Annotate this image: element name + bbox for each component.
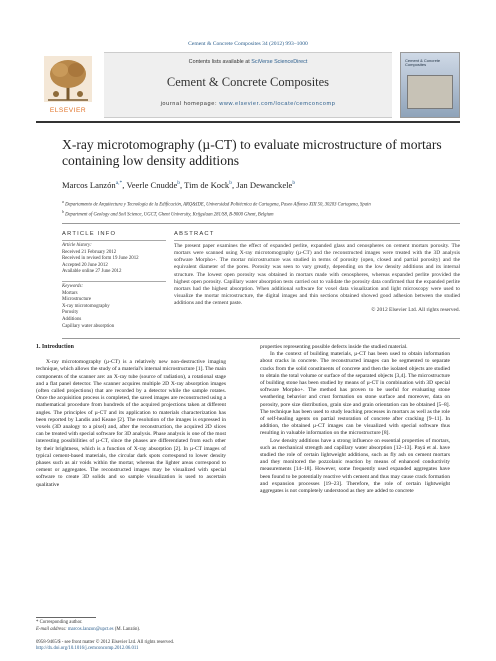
keyword-item: Microstructure bbox=[62, 297, 92, 303]
copyright-notice: © 2012 Elsevier Ltd. All rights reserved. bbox=[371, 307, 460, 314]
header-divider bbox=[62, 223, 460, 224]
corresponding-author-note: * Corresponding author. bbox=[36, 620, 83, 625]
author-affiliation-marker[interactable]: b bbox=[229, 180, 232, 187]
accepted-date: Accepted 20 June 2012 bbox=[62, 262, 108, 268]
contents-line bbox=[104, 59, 392, 65]
homepage-link[interactable]: www.elsevier.com/locate/cemconcomp bbox=[219, 101, 336, 107]
left-body-column bbox=[36, 344, 226, 489]
affiliation-item bbox=[62, 209, 452, 219]
keyword-item: Additions bbox=[62, 316, 82, 322]
right-body-column bbox=[260, 344, 450, 495]
abstract-section bbox=[174, 231, 460, 315]
author-separator: , bbox=[180, 180, 185, 190]
online-date: Available online 27 June 2012 bbox=[62, 269, 122, 275]
paper-title: X-ray microtomography (µ-CT) to evaluate microstructure of mortars containing low density additions bbox=[62, 137, 442, 168]
journal-reference: Cement & Concrete Composites 34 (2012) 993–1000 bbox=[188, 41, 308, 47]
body-paragraph: In the context of building materials, µ-CT has been used to obtain information about cracks in concrete. The reconstructed images can be segmented to separate cracks from the solid constituents of concrete and then the isolated objects are studied to obtain the total volume or surface of the separated objects [3,4]. The microstructure of building stone has been studied by means of µ-CT in combination with 3D special software Morpho+. The method has proven to be useful for evaluating stone weathering behavior and crust formation on stone surface and moreover, data on porosity, pore size distribution, grain size and grain orientation can be obtained [5–8]. The technique has been used to study leaching processes in mortars as well as the role of self-healing agents on partial restoration of concrete after cracking [9–11]. In addition, the obtained µ-CT images can be visualized with special software thus resulting in valuable information on the microstructure [8]. bbox=[260, 351, 450, 437]
email-line bbox=[36, 627, 236, 634]
email-link[interactable]: marcos.lanzon@upct.es bbox=[67, 626, 114, 632]
contents-prefix: Contents lists available at bbox=[188, 59, 252, 65]
journal-masthead bbox=[36, 52, 460, 118]
body-paragraph: properties representing possible defects inside the studied material. bbox=[260, 344, 408, 350]
homepage-prefix: journal homepage: bbox=[160, 101, 220, 107]
revised-date: Received in revised form 19 June 2012 bbox=[62, 256, 139, 262]
author-separator: , bbox=[122, 180, 127, 190]
author-affiliation-marker[interactable]: b bbox=[292, 180, 296, 187]
body-paragraph: Low density additions have a strong influence on essential properties of mortars, such as mechanical strength and capillary water absorption [12–13]. Payá et al. have studied the role of certain lightweight additions, such as fly ash on cement mortars and they monitored the pozzolanic reaction by means of enhanced conductivity measurements [14–18]. However, some frequently used expanded aggregates have been found to be potentially reactive with cement and thus may cause crack formation and expansion processes [19–23]. Therefore, the role of certain lightweight aggregates is not completely understood as they are added to concrete bbox=[260, 437, 450, 495]
history-label: Article history: bbox=[62, 243, 92, 248]
publisher-name: ELSEVIER bbox=[49, 107, 87, 114]
author-name[interactable]: Jan Dewanckele bbox=[236, 180, 293, 190]
doi-link[interactable]: http://dx.doi.org/10.1016/j.cemconcomp.2012.06.011 bbox=[36, 646, 139, 652]
section-heading-introduction: 1. Introduction bbox=[36, 344, 74, 350]
email-suffix: (M. Lanzón). bbox=[113, 626, 141, 632]
affiliation-marker: a bbox=[62, 200, 64, 204]
keyword-item: Capillary water absorption bbox=[62, 323, 115, 329]
affiliation-text: Department of Geology and Soil Science, UGCT, Ghent University, Krijgslaan 281/S8, B-9000 Ghent, Belgium bbox=[65, 212, 274, 218]
author-list bbox=[62, 180, 452, 190]
cover-image bbox=[407, 75, 453, 109]
keywords-label: Keywords: bbox=[62, 283, 84, 289]
abstract-text: The present paper examines the effect of expanded perlite, expanded glass and cenospheres on cement mortars porosity. The mortars were scanned using X-ray microtomography (µ-CT) and the reconstructed images were treated with the 3D analysis software Morpho+. The mortar microstructure was studied in terms of porosity (open, closed and partial porosity) and the equivalent diameter of the pores. Porosity was seen to vary greatly, depending on the low density additions and its internal structure. The lowest open porosity was obtained in mortars made with cenospheres, whereas expanded perlite provided the highest open porosity. Capillary water absorption tests carried out to validate the porosity data confirmed that the expanded perlite mortars had the highest absorption. When additional software for voxel data visualization and light microscopy were used to visualize the mortar microstructure, the digital images and thin sections obtained showed good adhesion between the studied additions and the cement paste. bbox=[174, 243, 460, 307]
journal-homepage bbox=[104, 101, 392, 107]
journal-cover-thumbnail bbox=[400, 52, 460, 118]
article-info-rule bbox=[62, 240, 166, 241]
author-separator: , bbox=[231, 180, 237, 190]
author-affiliation-marker[interactable]: b bbox=[177, 180, 181, 187]
article-info-heading: ARTICLE INFO bbox=[62, 231, 117, 237]
affiliations bbox=[62, 199, 452, 218]
article-info-section bbox=[62, 231, 166, 330]
cover-title: Cement & Concrete Composites bbox=[405, 58, 441, 68]
author-name[interactable]: Marcos Lanzón bbox=[62, 180, 116, 190]
journal-title: Cement & Concrete Composites bbox=[166, 75, 330, 89]
footnote-divider bbox=[36, 617, 96, 618]
sciverse-link[interactable]: SciVerse ScienceDirect bbox=[251, 59, 308, 65]
author-affiliation-marker[interactable]: a,* bbox=[115, 180, 123, 187]
affiliation-text: Departamento de Arquitectura y Tecnología de la Edificación, ARQ&IDE, Universidad Politécnica de Cartagena, Paseo Alfonso XIII 50, 30203 Cartagena, Spain bbox=[65, 202, 371, 208]
elsevier-tree-icon bbox=[44, 56, 92, 102]
author-name[interactable]: Tim de Kock bbox=[184, 180, 230, 190]
footnote bbox=[36, 620, 236, 633]
keyword-item: Mortars bbox=[62, 290, 78, 296]
abstract-heading: ABSTRACT bbox=[174, 231, 215, 237]
abstract-bottom-divider bbox=[62, 338, 460, 339]
abstract-rule bbox=[174, 240, 460, 241]
issn-line: 0958-9465/$ - see front matter © 2012 Elsevier Ltd. All rights reserved. bbox=[36, 640, 175, 645]
masthead-divider bbox=[36, 121, 460, 123]
received-date: Received 21 February 2012 bbox=[62, 249, 117, 255]
article-history bbox=[62, 243, 166, 276]
keyword-item: Porosity bbox=[62, 310, 79, 316]
masthead-banner bbox=[104, 52, 392, 118]
affiliation-marker: b bbox=[62, 209, 64, 214]
author-name[interactable]: Veerle Cnudde bbox=[126, 180, 178, 190]
body-paragraph: X-ray microtomography (µ-CT) is a relatively new non-destructive imaging technique, which allows the study of a material's internal microstructure [1]. The main components of the scanner are: an X-ray tube (source of radiation), a rotational stage and a flat panel detector. The scanner acquires multiple 2D X-ray absorption images (often called projections) that are recorded by a detector while the sample rotates. Once the acquisition process is completed, the saved images are reconstructed using a mathematical procedure from hundreds of the acquired projections taken at different angles. The principles of µ-CT and its application to materials characterization has been reported by Landis and Keane [2]. The resolution of the images is expressed in voxels (3D analogy to a pixel) and, after the reconstruction, the acquired 2D slices can be treated with special software for 3D analysis. Phase analysis is one of the most interesting possibilities of µ-CT, since the phases are differentiated from each other by their brightness, which is a function of X-ray absorption [2]. In µ-CT images of typical cement-based materials, the circular dark spots correspond to lower density phases such as air voids within the mortar, whereas the lighter areas correspond to cement or aggregates. The reconstructed images may be visualized with special software to create 3D solids and so sample visualization is used to ascertain qualitative bbox=[36, 359, 226, 488]
issn-block bbox=[36, 640, 336, 653]
email-label: E-mail address: bbox=[36, 626, 68, 632]
keyword-list bbox=[62, 291, 166, 331]
elsevier-logo bbox=[36, 52, 100, 118]
affiliation-item bbox=[62, 199, 452, 209]
keyword-item: X-ray microtomography bbox=[62, 303, 110, 309]
keywords-rule bbox=[62, 281, 166, 282]
